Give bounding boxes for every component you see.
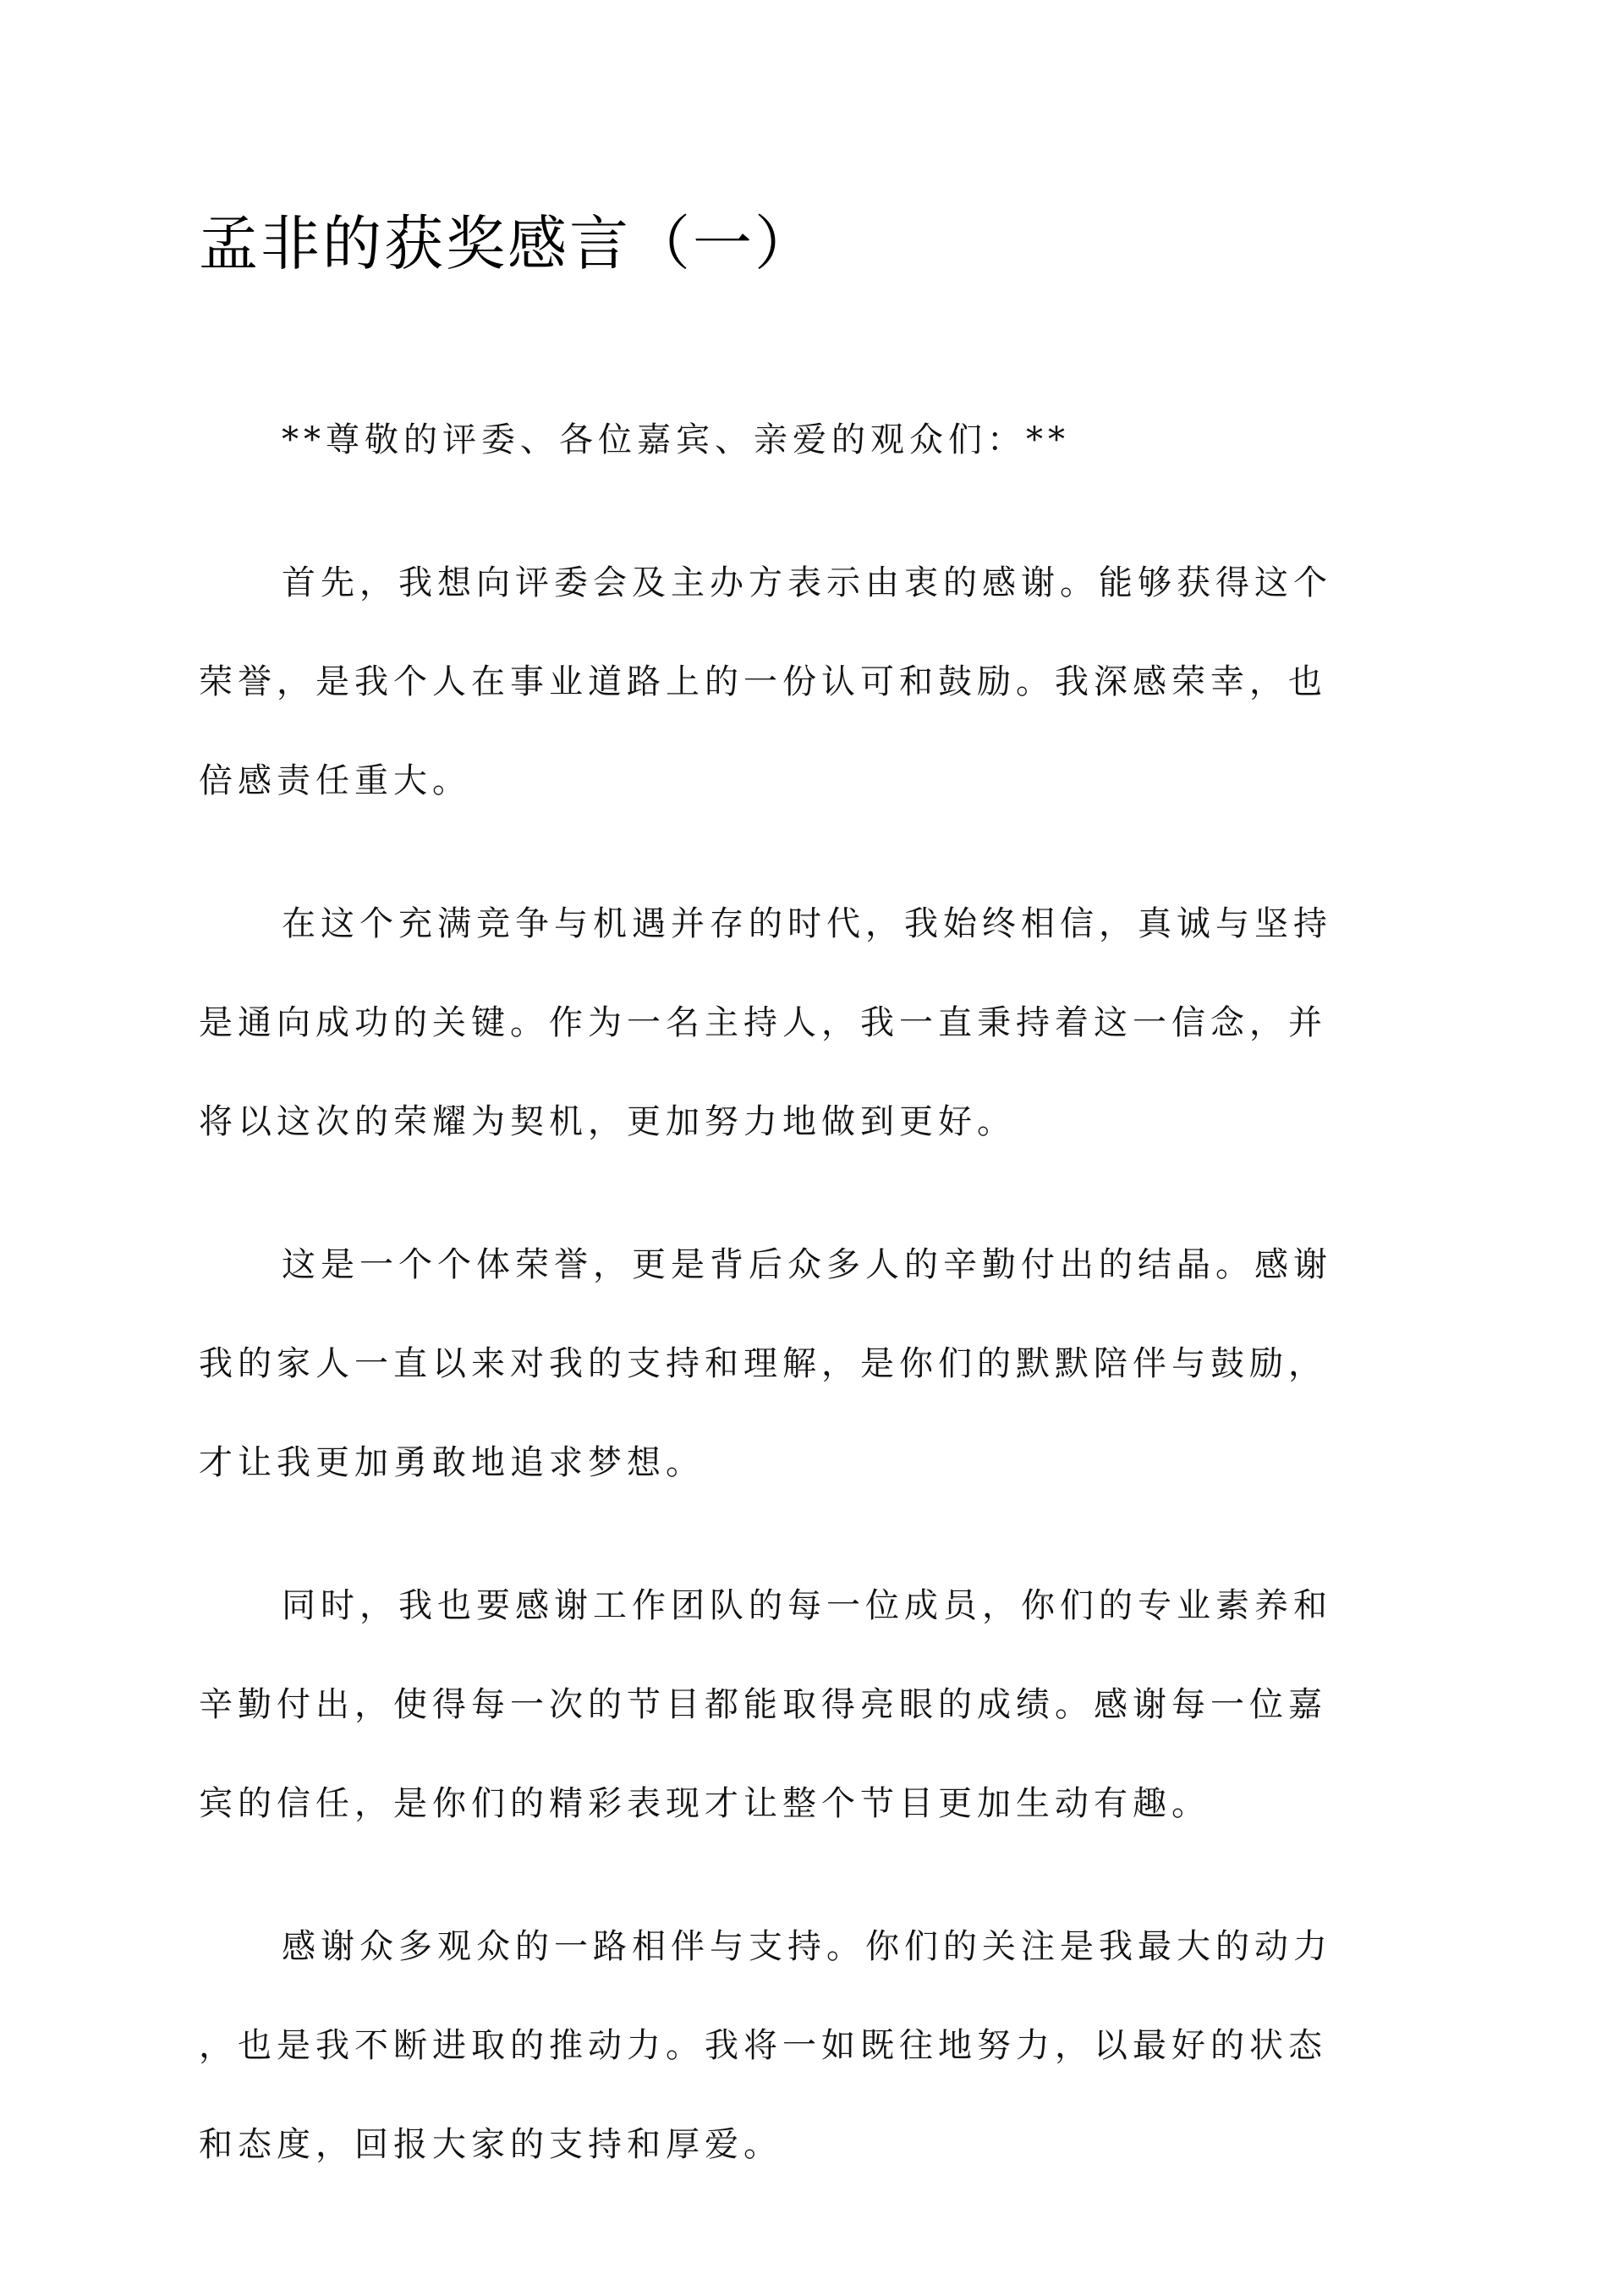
salutation: **尊敬的评委、各位嘉宾、亲爱的观众们：**	[282, 420, 1070, 459]
paragraph-4	[199, 1557, 1429, 1854]
paragraph-line: 宾的信任，是你们的精彩表现才让整个节目更加生动有趣。	[199, 1784, 1210, 1823]
paragraph-line: 荣誉，是我个人在事业道路上的一份认可和鼓励。我深感荣幸，也	[199, 662, 1327, 701]
paragraph-line: 和态度，回报大家的支持和厚爱。	[199, 2125, 782, 2164]
paragraph-3	[199, 1216, 1429, 1513]
paragraph-line: 将以这次的荣耀为契机，更加努力地做到更好。	[199, 1102, 1016, 1141]
document-body	[199, 391, 1429, 2238]
document-title: 孟非的获奖感言（一）	[199, 209, 816, 278]
paragraph-line: 首先，我想向评委会及主办方表示由衷的感谢。能够获得这个	[282, 563, 1332, 602]
paragraph-line: 这是一个个体荣誉，更是背后众多人的辛勤付出的结晶。感谢	[282, 1245, 1332, 1284]
paragraph-line: 同时，我也要感谢工作团队的每一位成员，你们的专业素养和	[282, 1586, 1332, 1625]
paragraph-line: 是通向成功的关键。作为一名主持人，我一直秉持着这一信念，并	[199, 1003, 1327, 1042]
paragraph-line: 辛勤付出，使得每一次的节目都能取得亮眼的成绩。感谢每一位嘉	[199, 1685, 1327, 1724]
paragraph-5	[199, 1898, 1429, 2194]
paragraph-line: 倍感责任重大。	[199, 761, 471, 800]
paragraph-line: ，也是我不断进取的推动力。我将一如既往地努力，以最好的状态	[199, 2026, 1327, 2065]
paragraph-1	[199, 534, 1429, 831]
paragraph-line: 在这个充满竞争与机遇并存的时代，我始终相信，真诚与坚持	[282, 904, 1332, 943]
paragraph-line: 感谢众多观众的一路相伴与支持。你们的关注是我最大的动力	[282, 1927, 1332, 1966]
paragraph-2	[199, 875, 1429, 1172]
paragraph-line: 才让我更加勇敢地追求梦想。	[199, 1443, 705, 1482]
paragraph-line: 我的家人一直以来对我的支持和理解，是你们的默默陪伴与鼓励，	[199, 1344, 1327, 1383]
